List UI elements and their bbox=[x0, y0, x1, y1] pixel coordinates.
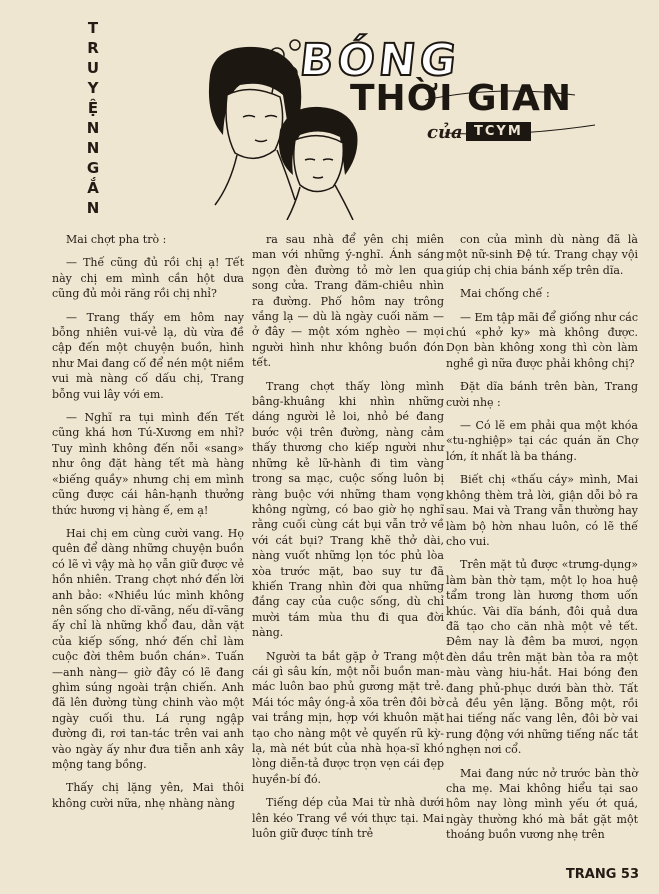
paragraph: Thấy chị lặng yên, Mai thôi không cười nữa, nhẹ nhàng nàng bbox=[52, 781, 244, 810]
paragraph: ra sau nhà để yên chị miên man với những ý-nghĩ. Ánh sáng ngọn đèn đường tỏ mờ len qua song cửa. Trang đăm-chiêu nhìn ra đường. Phố hôm nay trông vắng lạ — dù là ngày cuối năm — ở đây — một xóm nghèo — mọi người hình như không buồn đón tết. bbox=[252, 233, 444, 370]
section-label-letter: N bbox=[86, 139, 100, 157]
paragraph: — Trang thấy em hôm nay bỗng nhiên vui-vẻ lạ, dù vừa đề cập đến một chuyện buồn, hình như Mai đang cố để nén một niềm vui mà nàng cố dấu chị, Trang bỗng vui lây với em. bbox=[52, 310, 244, 401]
paragraph: Mai chợt pha trò : bbox=[66, 233, 167, 246]
section-label-letter: G bbox=[86, 159, 100, 177]
section-label-letter: R bbox=[87, 39, 99, 57]
paragraph: Trang chợt thấy lòng mình bâng-khuâng khi nhìn những dáng người lẻ loi, nhỏ bé đang bước vội trên đường, nàng cảm thấy thương cho kiếp người như những kẻ lữ-hành đi tìm vàng trong sa mạc, cuộc sống luôn bị ràng buộc với những tham vọng không ngừng, có bao giờ họ nghĩ rằng cuối cùng cát bụi vẫn trở về với cát bụi? Trang khẽ thở dài, nàng vuốt những lọn tóc phủ lòa xòa trước mặt, bao suy tư đã khiến Trang nhìn đời qua những đắng cay của cuộc sống, dù chỉ mười tám mùa thu đi qua đời nàng. bbox=[252, 379, 444, 640]
paragraph: — Có lẽ em phải qua một khóa «tu-nghiệp» tại các quán ăn Chợ lớn, ít nhất là ba tháng. bbox=[446, 419, 638, 463]
section-label-truyen-ngan bbox=[82, 18, 104, 218]
paragraph: Biết chị «thấu cáy» mình, Mai không thèm trả lời, giận dỗi bỏ ra sau. Mai và Trang vẫn thường hay làm bộ hờn nhau luôn, có lẽ thế cho vui. bbox=[446, 473, 638, 548]
section-label-letter: Y bbox=[87, 79, 99, 97]
paragraph: Mai đang nức nở trước bàn thờ cha mẹ. Mai không hiểu tại sao hôm nay lòng mình yếu ớt quá, ngày thường khó mà bắt gặt một thoáng buồn vương nhẹ trên bbox=[446, 766, 638, 842]
woman-portrait-front bbox=[279, 107, 358, 220]
section-label-letter: N bbox=[86, 199, 100, 217]
text-column-2 bbox=[252, 232, 444, 849]
byline-author: TCYM bbox=[466, 122, 531, 141]
paragraph: Người ta bắt gặp ở Trang một cái gì sâu kín, một nỗi buồn man-mác luôn bao phủ gương mặt trẻ. Mái tóc mây óng-ả xõa trên đôi bờ vai trắng mịn, hợp với khuôn mặt tạo cho nàng một vẻ quyến rũ kỳ-lạ, mà nét bút của nhà họa-sĩ khó lòng diễn-tả được trọn vẹn cái đẹp huyền-bí đó. bbox=[252, 649, 444, 786]
paragraph: Mai chống chế : bbox=[460, 287, 550, 301]
section-label-letter: T bbox=[87, 19, 99, 37]
page-number: TRANG 53 bbox=[565, 867, 639, 882]
byline-prefix: của bbox=[427, 122, 463, 143]
section-label-letter: Ệ bbox=[87, 99, 99, 117]
paragraph: — Em tập mãi để giống như các chú «phở ky» mà không được. Dọn bàn không xong thì còn làm nghề gì nữa được phải không chị? bbox=[446, 310, 638, 370]
text-column-3 bbox=[446, 232, 638, 851]
section-label-letter: N bbox=[86, 119, 100, 137]
section-label-letter: Ắ bbox=[87, 179, 99, 197]
title-line-2: THỜI GIAN bbox=[350, 78, 572, 119]
paragraph: — Thế cũng đủ rồi chị ạ! Tết này chị em mình cần hột dưa cũng đủ mỏi răng rồi chị nhỉ? bbox=[52, 256, 244, 301]
paragraph: — Nghĩ ra tụi mình đến Tết cũng khá hơn Tú-Xương em nhỉ? Tuy mình không đến nỗi «sang» như ông đặt hàng tết mà hàng «biếng quầy» nhưng chị em mình cũng được cái hân-hạnh thưởng thức hương vị hàng ế, em ạ! bbox=[52, 411, 244, 517]
title-line-1: BÓNG bbox=[297, 35, 463, 86]
paragraph: con của mình dù nàng đã là một nữ-sinh Đệ tứ. Trang chạy vội giúp chị chia bánh xếp trên dĩa. bbox=[446, 233, 638, 277]
paragraph: Tiếng dép của Mai từ nhà dưới lên kéo Trang về với thực tại. Mai luôn giữ được tính trẻ bbox=[252, 796, 444, 841]
paragraph: Đặt dĩa bánh trên bàn, Trang cười nhẹ : bbox=[446, 380, 638, 409]
text-column-1 bbox=[52, 232, 244, 819]
section-label-letter: U bbox=[86, 59, 100, 77]
paragraph: Hai chị em cùng cười vang. Họ quên để dàng những chuyện buồn có lẽ vì vậy mà họ vẫn giữ được vẻ hồn nhiên. Trang chợt nhớ đến lời anh bảo: «Nhiều lúc mình không nên sống cho dĩ-vãng, nếu dĩ-vãng ấy chỉ là những khổ đau, dằn vặt của kiếp sống, nhớ đến chỉ làm cuộc đời thêm buồn chán». Tuấn—anh nàng— giờ đây có lẽ đang ghìm súng ngoài trận chiến. Anh đã lên đường tùng chinh vào một ngày cuối thu. Lá rụng ngập đường đi, rơi tan-tác trên vai anh vào ngày ấy như đưa tiễn anh xây mộng tang bồng. bbox=[52, 526, 244, 771]
paragraph: Trên mặt tủ được «trưng-dụng» làm bàn thờ tạm, một lọ hoa huệ tẩm trong làn hương thơm uốn khúc. Vài dĩa bánh, đôi quả dưa đã tạo cho căn nhà một vẻ tết. Đêm nay là đêm ba mươi, ngọn đèn dầu trên mặt bàn tỏa ra một màu vàng hiu-hắt. Hai bóng đen đang phủ-phục dưới bàn thờ. Tất cả đều yên lặng. Bỗng một, rồi hai tiếng nấc vang lên, đôi bờ vai rung động với những tiếng nấc tắt nghẹn nơi cổ. bbox=[446, 558, 638, 757]
